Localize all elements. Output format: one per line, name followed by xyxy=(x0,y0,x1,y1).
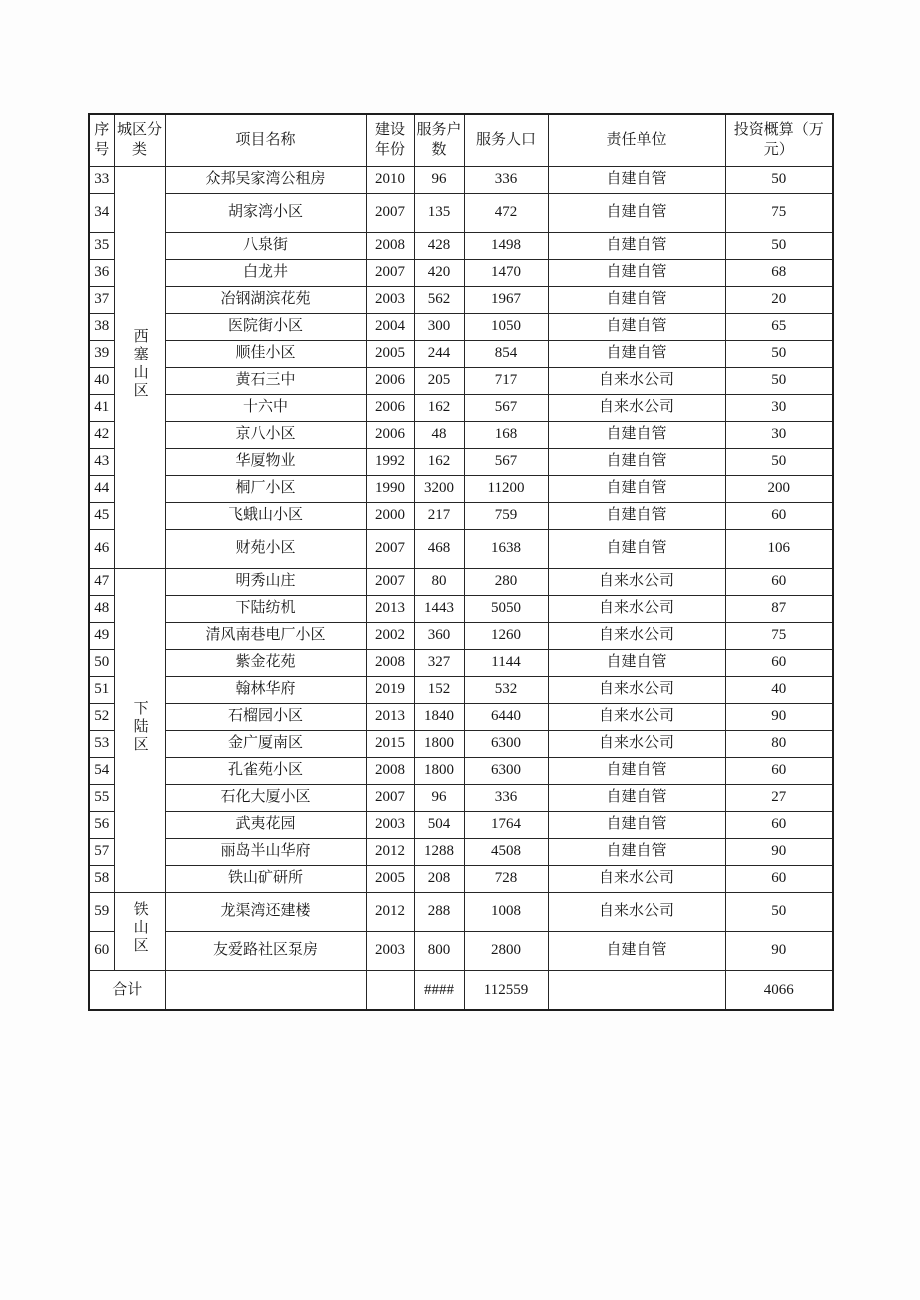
population-cell: 280 xyxy=(464,568,548,595)
unit-cell: 自来水公司 xyxy=(548,568,725,595)
investment-cell: 30 xyxy=(725,394,833,421)
table-body xyxy=(89,166,833,970)
row-number-cell: 40 xyxy=(89,367,114,394)
table-row xyxy=(89,193,833,232)
households-cell: 360 xyxy=(414,622,464,649)
project-name-cell: 众邦吴家湾公租房 xyxy=(165,166,366,193)
table-row xyxy=(89,166,833,193)
project-name-cell: 华厦物业 xyxy=(165,448,366,475)
table-row xyxy=(89,865,833,892)
unit-cell: 自建自管 xyxy=(548,931,725,970)
population-cell: 759 xyxy=(464,502,548,529)
district-label: 下陆区 xyxy=(131,699,148,754)
project-name-cell: 京八小区 xyxy=(165,421,366,448)
year-cell: 2013 xyxy=(366,595,414,622)
total-population-cell: 112559 xyxy=(464,970,548,1010)
row-number-cell: 55 xyxy=(89,784,114,811)
table-row xyxy=(89,730,833,757)
investment-cell: 75 xyxy=(725,622,833,649)
project-name-cell: 金广厦南区 xyxy=(165,730,366,757)
unit-cell: 自来水公司 xyxy=(548,367,725,394)
row-number-cell: 43 xyxy=(89,448,114,475)
table-row xyxy=(89,286,833,313)
population-cell: 2800 xyxy=(464,931,548,970)
households-cell: 208 xyxy=(414,865,464,892)
table-row xyxy=(89,529,833,568)
project-name-cell: 财苑小区 xyxy=(165,529,366,568)
population-cell: 5050 xyxy=(464,595,548,622)
row-number-cell: 49 xyxy=(89,622,114,649)
unit-cell: 自来水公司 xyxy=(548,595,725,622)
unit-cell: 自来水公司 xyxy=(548,892,725,931)
header-row-number: 序号 xyxy=(89,114,114,166)
unit-cell: 自建自管 xyxy=(548,784,725,811)
year-cell: 2010 xyxy=(366,166,414,193)
row-number-cell: 44 xyxy=(89,475,114,502)
unit-cell: 自来水公司 xyxy=(548,394,725,421)
row-number-cell: 52 xyxy=(89,703,114,730)
population-cell: 1050 xyxy=(464,313,548,340)
row-number-cell: 42 xyxy=(89,421,114,448)
total-year-cell xyxy=(366,970,414,1010)
households-cell: 1288 xyxy=(414,838,464,865)
total-label-cell: 合计 xyxy=(89,970,165,1010)
unit-cell: 自来水公司 xyxy=(548,730,725,757)
project-name-cell: 武夷花园 xyxy=(165,811,366,838)
unit-cell: 自建自管 xyxy=(548,193,725,232)
unit-cell: 自建自管 xyxy=(548,811,725,838)
header-project-name: 项目名称 xyxy=(165,114,366,166)
investment-cell: 60 xyxy=(725,757,833,784)
table-row xyxy=(89,622,833,649)
population-cell: 1470 xyxy=(464,259,548,286)
unit-cell: 自建自管 xyxy=(548,475,725,502)
project-name-cell: 八泉街 xyxy=(165,232,366,259)
row-number-cell: 60 xyxy=(89,931,114,970)
households-cell: 327 xyxy=(414,649,464,676)
investment-cell: 60 xyxy=(725,811,833,838)
header-year: 建设年份 xyxy=(366,114,414,166)
investment-cell: 60 xyxy=(725,502,833,529)
population-cell: 567 xyxy=(464,448,548,475)
population-cell: 1498 xyxy=(464,232,548,259)
row-number-cell: 56 xyxy=(89,811,114,838)
table-row xyxy=(89,502,833,529)
unit-cell: 自建自管 xyxy=(548,838,725,865)
population-cell: 1638 xyxy=(464,529,548,568)
table-row xyxy=(89,448,833,475)
table-row xyxy=(89,421,833,448)
project-name-cell: 石榴园小区 xyxy=(165,703,366,730)
year-cell: 2012 xyxy=(366,838,414,865)
investment-cell: 90 xyxy=(725,931,833,970)
population-cell: 168 xyxy=(464,421,548,448)
project-name-cell: 清风南巷电厂小区 xyxy=(165,622,366,649)
population-cell: 854 xyxy=(464,340,548,367)
row-number-cell: 47 xyxy=(89,568,114,595)
unit-cell: 自建自管 xyxy=(548,340,725,367)
unit-cell: 自建自管 xyxy=(548,502,725,529)
header-unit: 责任单位 xyxy=(548,114,725,166)
year-cell: 2006 xyxy=(366,394,414,421)
unit-cell: 自建自管 xyxy=(548,529,725,568)
population-cell: 6300 xyxy=(464,757,548,784)
population-cell: 6300 xyxy=(464,730,548,757)
investment-cell: 68 xyxy=(725,259,833,286)
investment-cell: 50 xyxy=(725,166,833,193)
population-cell: 532 xyxy=(464,676,548,703)
table-row xyxy=(89,931,833,970)
households-cell: 80 xyxy=(414,568,464,595)
population-cell: 336 xyxy=(464,784,548,811)
year-cell: 2015 xyxy=(366,730,414,757)
district-cell xyxy=(114,892,165,970)
year-cell: 1990 xyxy=(366,475,414,502)
project-name-cell: 白龙井 xyxy=(165,259,366,286)
households-cell: 562 xyxy=(414,286,464,313)
population-cell: 1260 xyxy=(464,622,548,649)
row-number-cell: 35 xyxy=(89,232,114,259)
year-cell: 2007 xyxy=(366,568,414,595)
total-households-cell: #### xyxy=(414,970,464,1010)
row-number-cell: 38 xyxy=(89,313,114,340)
investment-cell: 50 xyxy=(725,892,833,931)
table-row xyxy=(89,313,833,340)
households-cell: 1840 xyxy=(414,703,464,730)
row-number-cell: 54 xyxy=(89,757,114,784)
project-name-cell: 十六中 xyxy=(165,394,366,421)
unit-cell: 自来水公司 xyxy=(548,703,725,730)
project-name-cell: 龙渠湾还建楼 xyxy=(165,892,366,931)
households-cell: 1800 xyxy=(414,730,464,757)
year-cell: 1992 xyxy=(366,448,414,475)
table-row xyxy=(89,259,833,286)
unit-cell: 自建自管 xyxy=(548,757,725,784)
households-cell: 420 xyxy=(414,259,464,286)
unit-cell: 自建自管 xyxy=(548,259,725,286)
row-number-cell: 50 xyxy=(89,649,114,676)
table-row xyxy=(89,838,833,865)
year-cell: 2007 xyxy=(366,529,414,568)
year-cell: 2006 xyxy=(366,421,414,448)
project-name-cell: 飞蛾山小区 xyxy=(165,502,366,529)
year-cell: 2000 xyxy=(366,502,414,529)
total-investment-cell: 4066 xyxy=(725,970,833,1010)
investment-cell: 106 xyxy=(725,529,833,568)
total-unit-cell xyxy=(548,970,725,1010)
households-cell: 1800 xyxy=(414,757,464,784)
unit-cell: 自建自管 xyxy=(548,286,725,313)
population-cell: 1008 xyxy=(464,892,548,931)
year-cell: 2005 xyxy=(366,865,414,892)
households-cell: 1443 xyxy=(414,595,464,622)
project-name-cell: 冶钢湖滨花苑 xyxy=(165,286,366,313)
investment-cell: 50 xyxy=(725,367,833,394)
households-cell: 48 xyxy=(414,421,464,448)
table-row xyxy=(89,892,833,931)
project-name-cell: 孔雀苑小区 xyxy=(165,757,366,784)
district-cell xyxy=(114,568,165,892)
households-cell: 162 xyxy=(414,448,464,475)
investment-cell: 50 xyxy=(725,340,833,367)
table-row xyxy=(89,703,833,730)
row-number-cell: 46 xyxy=(89,529,114,568)
households-cell: 504 xyxy=(414,811,464,838)
investment-cell: 20 xyxy=(725,286,833,313)
row-number-cell: 33 xyxy=(89,166,114,193)
unit-cell: 自建自管 xyxy=(548,421,725,448)
project-name-cell: 黄石三中 xyxy=(165,367,366,394)
table-row xyxy=(89,232,833,259)
investment-cell: 75 xyxy=(725,193,833,232)
project-name-cell: 桐厂小区 xyxy=(165,475,366,502)
row-number-cell: 53 xyxy=(89,730,114,757)
table-row xyxy=(89,811,833,838)
households-cell: 96 xyxy=(414,784,464,811)
year-cell: 2004 xyxy=(366,313,414,340)
investment-cell: 90 xyxy=(725,703,833,730)
population-cell: 1764 xyxy=(464,811,548,838)
year-cell: 2002 xyxy=(366,622,414,649)
population-cell: 1144 xyxy=(464,649,548,676)
total-row xyxy=(89,970,833,1010)
water-projects-table xyxy=(88,113,834,1011)
district-cell xyxy=(114,166,165,568)
unit-cell: 自来水公司 xyxy=(548,622,725,649)
project-name-cell: 紫金花苑 xyxy=(165,649,366,676)
households-cell: 162 xyxy=(414,394,464,421)
investment-cell: 27 xyxy=(725,784,833,811)
project-name-cell: 医院街小区 xyxy=(165,313,366,340)
district-label: 铁山区 xyxy=(131,900,148,955)
year-cell: 2006 xyxy=(366,367,414,394)
investment-cell: 60 xyxy=(725,568,833,595)
population-cell: 728 xyxy=(464,865,548,892)
unit-cell: 自建自管 xyxy=(548,448,725,475)
year-cell: 2008 xyxy=(366,649,414,676)
table-row xyxy=(89,649,833,676)
project-name-cell: 友爱路社区泵房 xyxy=(165,931,366,970)
households-cell: 3200 xyxy=(414,475,464,502)
unit-cell: 自建自管 xyxy=(548,232,725,259)
population-cell: 11200 xyxy=(464,475,548,502)
year-cell: 2012 xyxy=(366,892,414,931)
investment-cell: 65 xyxy=(725,313,833,340)
project-name-cell: 明秀山庄 xyxy=(165,568,366,595)
header-population: 服务人口 xyxy=(464,114,548,166)
total-name-cell xyxy=(165,970,366,1010)
project-name-cell: 石化大厦小区 xyxy=(165,784,366,811)
row-number-cell: 41 xyxy=(89,394,114,421)
households-cell: 244 xyxy=(414,340,464,367)
population-cell: 4508 xyxy=(464,838,548,865)
unit-cell: 自来水公司 xyxy=(548,865,725,892)
population-cell: 6440 xyxy=(464,703,548,730)
investment-cell: 80 xyxy=(725,730,833,757)
households-cell: 468 xyxy=(414,529,464,568)
year-cell: 2019 xyxy=(366,676,414,703)
year-cell: 2003 xyxy=(366,931,414,970)
row-number-cell: 39 xyxy=(89,340,114,367)
investment-cell: 87 xyxy=(725,595,833,622)
unit-cell: 自建自管 xyxy=(548,649,725,676)
district-label: 西塞山区 xyxy=(131,327,148,400)
year-cell: 2007 xyxy=(366,259,414,286)
table-row xyxy=(89,757,833,784)
households-cell: 96 xyxy=(414,166,464,193)
year-cell: 2007 xyxy=(366,784,414,811)
investment-cell: 200 xyxy=(725,475,833,502)
table-row xyxy=(89,367,833,394)
project-name-cell: 铁山矿研所 xyxy=(165,865,366,892)
households-cell: 800 xyxy=(414,931,464,970)
households-cell: 205 xyxy=(414,367,464,394)
row-number-cell: 57 xyxy=(89,838,114,865)
year-cell: 2008 xyxy=(366,757,414,784)
households-cell: 288 xyxy=(414,892,464,931)
table-row xyxy=(89,568,833,595)
project-name-cell: 胡家湾小区 xyxy=(165,193,366,232)
year-cell: 2007 xyxy=(366,193,414,232)
year-cell: 2013 xyxy=(366,703,414,730)
table-row xyxy=(89,676,833,703)
project-name-cell: 下陆纺机 xyxy=(165,595,366,622)
row-number-cell: 51 xyxy=(89,676,114,703)
population-cell: 567 xyxy=(464,394,548,421)
unit-cell: 自来水公司 xyxy=(548,676,725,703)
row-number-cell: 37 xyxy=(89,286,114,313)
unit-cell: 自建自管 xyxy=(548,313,725,340)
row-number-cell: 48 xyxy=(89,595,114,622)
population-cell: 1967 xyxy=(464,286,548,313)
households-cell: 217 xyxy=(414,502,464,529)
header-investment: 投资概算（万元） xyxy=(725,114,833,166)
project-name-cell: 丽岛半山华府 xyxy=(165,838,366,865)
population-cell: 717 xyxy=(464,367,548,394)
households-cell: 152 xyxy=(414,676,464,703)
project-name-cell: 翰林华府 xyxy=(165,676,366,703)
population-cell: 336 xyxy=(464,166,548,193)
unit-cell: 自建自管 xyxy=(548,166,725,193)
row-number-cell: 45 xyxy=(89,502,114,529)
table-row xyxy=(89,394,833,421)
year-cell: 2003 xyxy=(366,811,414,838)
population-cell: 472 xyxy=(464,193,548,232)
year-cell: 2005 xyxy=(366,340,414,367)
table-row xyxy=(89,595,833,622)
row-number-cell: 59 xyxy=(89,892,114,931)
project-name-cell: 顺佳小区 xyxy=(165,340,366,367)
investment-cell: 40 xyxy=(725,676,833,703)
investment-cell: 60 xyxy=(725,865,833,892)
households-cell: 300 xyxy=(414,313,464,340)
table-row xyxy=(89,784,833,811)
investment-cell: 90 xyxy=(725,838,833,865)
investment-cell: 50 xyxy=(725,448,833,475)
year-cell: 2008 xyxy=(366,232,414,259)
households-cell: 428 xyxy=(414,232,464,259)
investment-cell: 60 xyxy=(725,649,833,676)
row-number-cell: 34 xyxy=(89,193,114,232)
header-district: 城区分类 xyxy=(114,114,165,166)
header-households: 服务户数 xyxy=(414,114,464,166)
year-cell: 2003 xyxy=(366,286,414,313)
row-number-cell: 58 xyxy=(89,865,114,892)
investment-cell: 50 xyxy=(725,232,833,259)
table-header-row xyxy=(89,114,833,166)
table-row xyxy=(89,475,833,502)
table-row xyxy=(89,340,833,367)
investment-cell: 30 xyxy=(725,421,833,448)
row-number-cell: 36 xyxy=(89,259,114,286)
households-cell: 135 xyxy=(414,193,464,232)
